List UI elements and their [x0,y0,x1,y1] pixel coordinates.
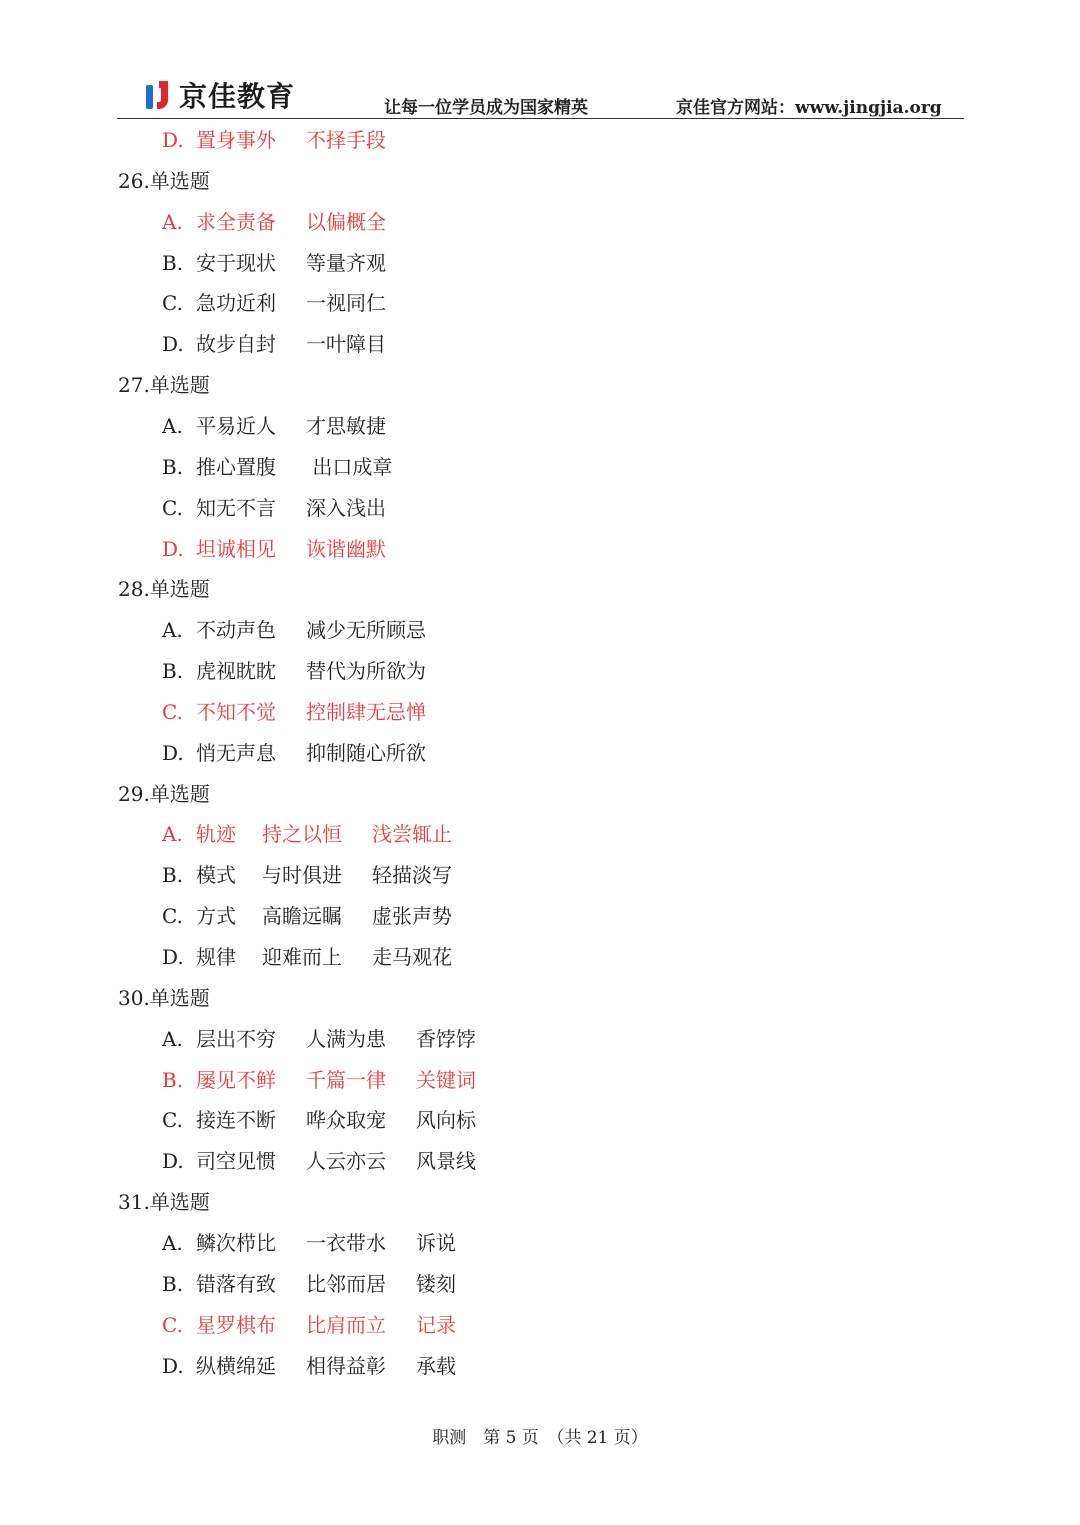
option-letter: B. [162,659,184,684]
option-word: 镂刻 [416,1271,456,1296]
option-word: 才思敏捷 [306,413,386,438]
option-word: 走马观花 [372,945,452,969]
header-divider [117,118,964,119]
option-word: 诉说 [416,1230,456,1255]
option-letter: D. [162,1149,184,1174]
option-word: 急功近利 [196,291,276,316]
option-word: 轨迹 [196,822,236,847]
option-d [162,1141,862,1181]
option-word: 浅尝辄止 [372,822,452,847]
option-word: 推心置腹 [196,454,276,479]
logo [145,78,295,112]
option-letter: D. [162,332,184,357]
option-b [162,1060,862,1100]
option-word: 千篇一律 [306,1067,386,1092]
option-letter: B. [162,454,184,479]
option-letter: A. [162,413,183,438]
option-d [162,733,862,773]
option-letter: C. [162,495,183,520]
option-a [162,610,862,650]
question-title: 31.单选题 [118,1190,210,1215]
option-word: 不动声色 [196,618,276,643]
option-d [162,120,862,160]
option-word: 层出不穷 [196,1026,276,1051]
option-word: 屡见不鲜 [196,1067,276,1092]
question-title: 26.单选题 [118,168,210,193]
option-d [162,324,862,364]
option-word: 故步自封 [196,332,276,357]
option-word: 知无不言 [196,495,276,520]
option-letter: D. [162,1353,184,1378]
option-word: 一叶障目 [306,332,386,357]
option-word: 一视同仁 [306,291,386,316]
option-word: 承载 [416,1353,456,1378]
option-word: 以偏概全 [306,209,386,234]
option-letter: C. [162,291,183,316]
option-letter: C. [162,1312,183,1337]
page-footer: 职测 第 5 页 （共 21 页） [432,1428,648,1448]
option-letter: A. [162,1026,183,1051]
option-letter: C. [162,904,183,929]
option-word: 方式 [196,904,236,929]
option-word: 风景线 [416,1149,476,1174]
option-d [162,1346,862,1386]
option-word: 比邻而居 [306,1271,386,1296]
question-title: 27.单选题 [118,373,210,398]
option-b [162,651,862,691]
option-word: 抑制随心所欲 [306,740,426,765]
header-slogan: 让每一位学员成为国家精英 [384,98,588,118]
option-d [162,529,862,569]
option-word: 风向标 [416,1108,476,1133]
option-word: 求全责备 [196,209,276,234]
option-a [162,814,862,854]
option-letter: C. [162,1108,183,1133]
option-word: 悄无声息 [196,740,276,765]
option-word: 深入浅出 [306,495,386,520]
option-word: 哗众取宠 [306,1108,386,1133]
option-c [162,1305,862,1345]
option-a [162,406,862,446]
option-word: 轻描淡写 [372,863,452,888]
page-header [0,0,1080,120]
option-word: 与时俱进 [262,863,342,888]
option-word: 相得益彰 [306,1353,386,1378]
option-word: 关键词 [416,1067,476,1092]
option-word: 平易近人 [196,413,276,438]
option-a [162,1223,862,1263]
option-word: 纵横绵延 [196,1353,276,1378]
option-word: 持之以恒 [262,822,342,847]
option-b [162,1264,862,1304]
option-word: 控制肆无忌惮 [306,699,426,724]
option-word: 安于现状 [196,250,276,275]
option-c [162,283,862,323]
option-letter: D. [162,740,184,765]
question-title: 30.单选题 [118,985,210,1010]
option-word: 香饽饽 [416,1026,476,1051]
option-word: 置身事外 [196,128,276,152]
option-word: 减少无所顾忌 [306,618,426,643]
option-word: 替代为所欲为 [306,659,426,684]
option-letter: D. [162,536,184,561]
option-letter: A. [162,822,183,847]
option-word: 错落有致 [196,1271,276,1296]
option-word: 虚张声势 [372,904,452,929]
option-word: 人云亦云 [306,1149,386,1174]
option-letter: B. [162,250,184,275]
option-letter: B. [162,863,184,888]
option-word: 等量齐观 [306,250,386,275]
option-b [162,243,862,283]
logo-text: 京佳教育 [179,80,296,113]
option-word: 人满为患 [306,1026,386,1051]
option-word: 鳞次栉比 [196,1230,276,1255]
question-title: 29.单选题 [118,781,210,806]
option-word: 比肩而立 [306,1312,386,1337]
option-letter: A. [162,1230,183,1255]
option-c [162,488,862,528]
option-word: 一衣带水 [306,1230,386,1255]
option-d [162,937,862,977]
option-word: 星罗棋布 [196,1312,276,1337]
option-word: 诙谐幽默 [306,536,386,561]
option-c [162,1100,862,1140]
option-c [162,896,862,936]
option-letter: D. [162,945,184,969]
option-word: 司空见惯 [196,1149,276,1174]
option-a [162,202,862,242]
option-word: 出口成章 [306,454,393,479]
option-c [162,692,862,732]
option-word: 模式 [196,863,236,888]
option-a [162,1019,862,1059]
option-letter: D. [162,128,184,152]
option-word: 接连不断 [196,1108,276,1133]
option-word: 虎视眈眈 [196,659,276,684]
option-word: 记录 [416,1312,456,1337]
option-word: 不知不觉 [196,699,276,724]
logo-mark-icon [145,79,175,111]
option-letter: C. [162,699,183,724]
option-word: 高瞻远瞩 [262,904,342,929]
option-b [162,447,862,487]
option-letter: A. [162,618,183,643]
option-word: 迎难而上 [262,945,342,969]
option-word: 不择手段 [306,128,386,152]
option-letter: A. [162,209,183,234]
option-word: 坦诚相见 [196,536,276,561]
header-website: 京佳官方网站：www.jingjia.org [676,98,942,118]
question-title: 28.单选题 [118,577,210,602]
option-letter: B. [162,1067,184,1092]
option-b [162,855,862,895]
option-word: 规律 [196,945,236,969]
option-letter: B. [162,1271,184,1296]
